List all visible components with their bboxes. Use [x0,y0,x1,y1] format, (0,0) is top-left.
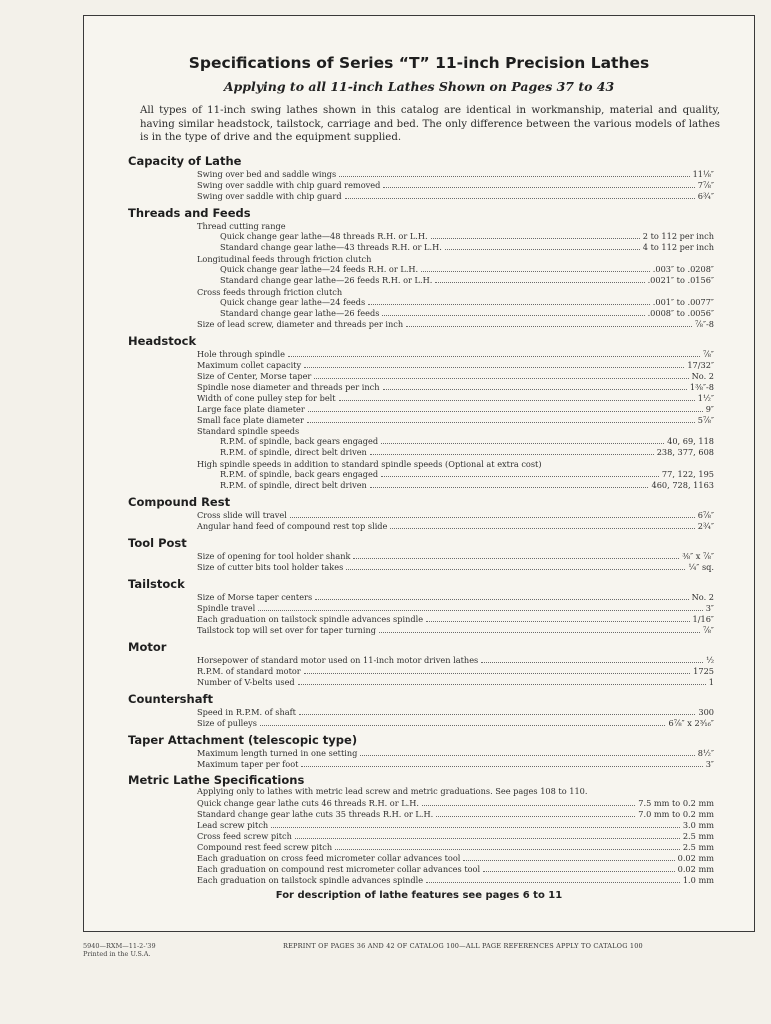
section-title-metric: Metric Lathe Specifications [128,773,305,787]
print-code-line: 5940—RXM—11-2-'39 [83,942,156,950]
spec-row: Lead screw pitch 3.0 mm [197,820,714,830]
section-title-compound: Compound Rest [128,495,231,509]
sub-heading: Longitudinal feeds through friction clutch [197,254,372,264]
spec-row: Size of opening for tool holder shank ⅜″ x ⅞″ [197,551,714,561]
spec-row: Standard change gear lathe—26 feeds R.H. or L.H. .0021″ to .0156″ [220,275,714,285]
spec-row: Size of cutter bits tool holder takes ¼″ sq. [197,562,714,572]
spec-row: Each graduation on compound rest micrometer collar advances tool 0.02 mm [197,864,714,874]
spec-row: Spindle nose diameter and threads per inch 1⅜″-8 [197,382,714,392]
spec-row: Large face plate diameter 9″ [197,404,714,414]
section-title-toolpost: Tool Post [128,536,187,550]
printed-in-line: Printed in the U.S.A. [83,950,151,958]
spec-row: Width of cone pulley step for belt 1½″ [197,393,714,403]
spec-row: Quick change gear lathe cuts 46 threads R.H. or L.H. 7.5 mm to 0.2 mm [197,798,714,808]
reprint-note: REPRINT OF PAGES 36 AND 42 OF CATALOG 100—ALL PAGE REFERENCES APPLY TO CATALOG 100 [283,942,643,950]
spec-row: Swing over saddle with chip guard removed 7⅞″ [197,180,714,190]
spec-row: Number of V-belts used 1 [197,677,714,687]
spec-row: Maximum collet capacity 17/32″ [197,360,714,370]
spec-row: Quick change gear lathe—24 feeds .001″ to .0077″ [220,297,714,307]
spec-row: Hole through spindle ⅞″ [197,349,714,359]
spec-row: Quick change gear lathe—48 threads R.H. or L.H. 2 to 112 per inch [220,231,714,241]
spec-row: Angular hand feed of compound rest top slide 2¾″ [197,521,714,531]
section-title-threads: Threads and Feeds [128,206,251,220]
section-title-taper: Taper Attachment (telescopic type) [128,733,358,747]
spec-row: Horsepower of standard motor used on 11-inch motor driven lathes ½ [197,655,714,665]
sub-heading: Cross feeds through friction clutch [197,287,343,297]
spec-row: R.P.M. of standard motor 1725 [197,666,714,676]
print-code [83,942,156,958]
spec-row: Quick change gear lathe—24 feeds R.H. or L.H. .003″ to .0208″ [220,264,714,274]
spec-row: Maximum taper per foot 3″ [197,759,714,769]
spec-row: Swing over saddle with chip guard 6¾″ [197,191,714,201]
spec-row: R.P.M. of spindle, direct belt driven 238, 377, 608 [220,447,714,457]
metric-note: Applying only to lathes with metric lead screw and metric graduations. See pages 108 to 110. [197,786,588,796]
sub-heading: High spindle speeds in addition to standard spindle speeds (Optional at extra cost) [197,459,542,469]
spec-row: Size of Morse taper centers No. 2 [197,592,714,602]
intro-paragraph: All types of 11-inch swing lathes shown in this catalog are identical in workmanship, material and quality, having similar headstock, tailstock, carriage and bed. The only difference between the various models of lathes is in the type of drive and the equipment supplied. [140,105,720,143]
spec-row: Each graduation on tailstock spindle advances spindle 1/16″ [197,614,714,624]
spec-row: Size of lead screw, diameter and threads per inch ⅞″-8 [197,319,714,329]
section-title-countershaft: Countershaft [128,692,213,706]
section-title-tailstock: Tailstock [128,577,185,591]
page-title: Specifications of Series “T” 11-inch Precision Lathes [188,54,650,72]
spec-row: Size of pulleys 6⅞″ x 2³⁄₁₆″ [197,718,714,728]
spec-row: Maximum length turned in one setting 8½″ [197,748,714,758]
section-title-capacity: Capacity of Lathe [128,154,242,168]
spec-row: Spindle travel 3″ [197,603,714,613]
sub-heading: Thread cutting range [197,221,286,231]
section-title-headstock: Headstock [128,334,197,348]
features-reference: For description of lathe features see pages 6 to 11 [275,890,563,901]
spec-row: Standard change gear lathe—43 threads R.H. or L.H. 4 to 112 per inch [220,242,714,252]
spec-row: Standard change gear lathe—26 feeds .0008″ to .0056″ [220,308,714,318]
spec-row: Small face plate diameter 5⅞″ [197,415,714,425]
page-subtitle: Applying to all 11-inch Lathes Shown on Pages 37 to 43 [223,79,615,94]
spec-row: R.P.M. of spindle, back gears engaged 77, 122, 195 [220,469,714,479]
section-title-motor: Motor [128,640,167,654]
spec-row: Each graduation on tailstock spindle advances spindle 1.0 mm [197,875,714,885]
sub-heading: Standard spindle speeds [197,426,300,436]
spec-row: Size of Center, Morse taper No. 2 [197,371,714,381]
spec-row: Compound rest feed screw pitch 2.5 mm [197,842,714,852]
spec-row: R.P.M. of spindle, direct belt driven 460, 728, 1163 [220,480,714,490]
spec-row: Standard change gear lathe cuts 35 threads R.H. or L.H. 7.0 mm to 0.2 mm [197,809,714,819]
spec-row: Each graduation on cross feed micrometer collar advances tool 0.02 mm [197,853,714,863]
spec-row: Swing over bed and saddle wings 11⅛″ [197,169,714,179]
spec-row: R.P.M. of spindle, back gears engaged 40, 69, 118 [220,436,714,446]
spec-row: Cross slide will travel 6⅞″ [197,510,714,520]
spec-row: Cross feed screw pitch 2.5 mm [197,831,714,841]
spec-row: Speed in R.P.M. of shaft 300 [197,707,714,717]
spec-row: Tailstock top will set over for taper turning ⅞″ [197,625,714,635]
